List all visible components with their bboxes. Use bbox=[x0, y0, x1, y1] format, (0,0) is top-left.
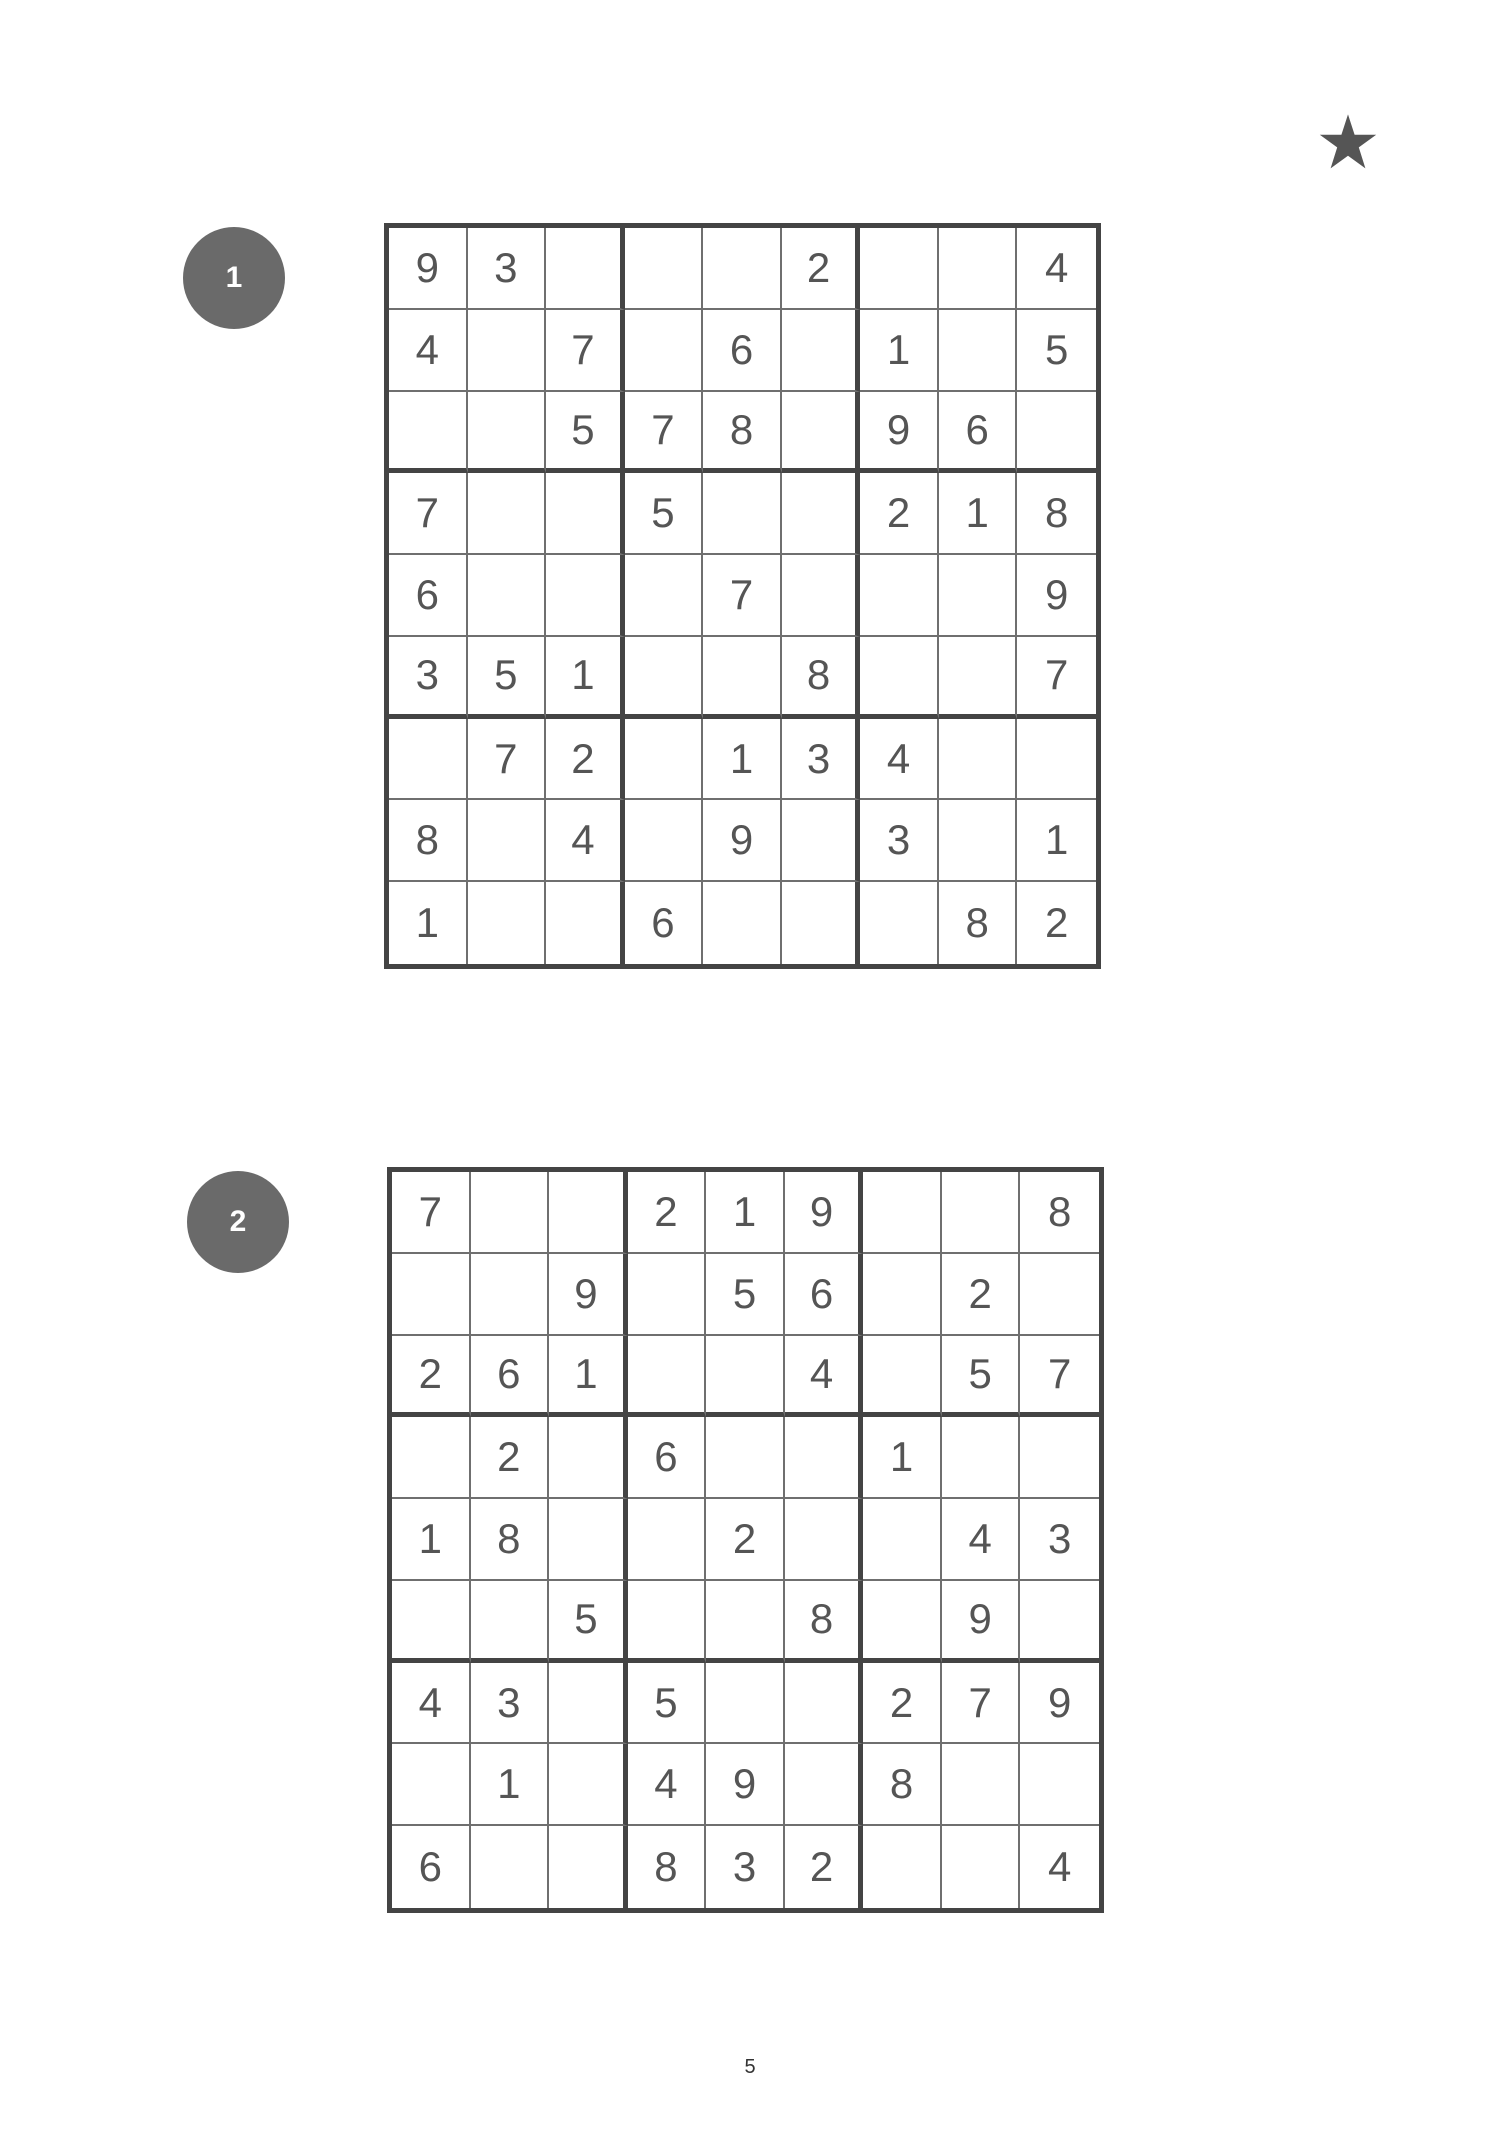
sudoku-cell[interactable] bbox=[782, 882, 861, 964]
sudoku-cell[interactable]: 7 bbox=[389, 473, 468, 555]
sudoku-cell[interactable]: 9 bbox=[860, 392, 939, 474]
sudoku-cell[interactable] bbox=[1020, 1744, 1099, 1826]
sudoku-cell[interactable] bbox=[863, 1336, 942, 1418]
sudoku-cell[interactable]: 2 bbox=[706, 1499, 785, 1581]
sudoku-cell[interactable] bbox=[782, 473, 861, 555]
sudoku-cell[interactable] bbox=[546, 228, 625, 310]
sudoku-cell[interactable]: 1 bbox=[863, 1417, 942, 1499]
sudoku-cell[interactable] bbox=[628, 1499, 707, 1581]
sudoku-cell[interactable] bbox=[546, 882, 625, 964]
sudoku-cell[interactable]: 3 bbox=[468, 228, 547, 310]
sudoku-cell[interactable] bbox=[785, 1499, 864, 1581]
sudoku-cell[interactable]: 5 bbox=[549, 1581, 628, 1663]
sudoku-cell[interactable]: 5 bbox=[1017, 310, 1096, 392]
sudoku-cell[interactable] bbox=[628, 1336, 707, 1418]
sudoku-cell[interactable]: 8 bbox=[782, 637, 861, 719]
sudoku-cell[interactable] bbox=[942, 1826, 1021, 1908]
sudoku-cell[interactable]: 9 bbox=[785, 1172, 864, 1254]
sudoku-cell[interactable] bbox=[625, 800, 704, 882]
sudoku-cell[interactable]: 6 bbox=[785, 1254, 864, 1336]
sudoku-cell[interactable] bbox=[706, 1336, 785, 1418]
sudoku-cell[interactable] bbox=[549, 1417, 628, 1499]
sudoku-cell[interactable] bbox=[625, 719, 704, 801]
sudoku-cell[interactable] bbox=[782, 800, 861, 882]
sudoku-cell[interactable] bbox=[1020, 1254, 1099, 1336]
sudoku-cell[interactable] bbox=[628, 1581, 707, 1663]
sudoku-cell[interactable] bbox=[863, 1581, 942, 1663]
sudoku-cell[interactable] bbox=[468, 882, 547, 964]
sudoku-cell[interactable] bbox=[863, 1826, 942, 1908]
sudoku-cell[interactable]: 5 bbox=[625, 473, 704, 555]
sudoku-cell[interactable] bbox=[468, 800, 547, 882]
sudoku-cell[interactable] bbox=[860, 555, 939, 637]
sudoku-cell[interactable] bbox=[468, 310, 547, 392]
sudoku-cell[interactable]: 5 bbox=[546, 392, 625, 474]
sudoku-cell[interactable] bbox=[625, 637, 704, 719]
sudoku-cell[interactable]: 1 bbox=[392, 1499, 471, 1581]
sudoku-cell[interactable]: 4 bbox=[1048, 1843, 1072, 1891]
sudoku-cell[interactable] bbox=[549, 1499, 628, 1581]
sudoku-cell[interactable]: 6 bbox=[392, 1826, 471, 1908]
sudoku-cell[interactable] bbox=[785, 1663, 864, 1745]
sudoku-cell[interactable] bbox=[625, 310, 704, 392]
puzzle-number-badge: 1 bbox=[183, 227, 285, 329]
sudoku-cell[interactable] bbox=[939, 228, 1018, 310]
sudoku-cell[interactable] bbox=[863, 1499, 942, 1581]
sudoku-cell[interactable]: 6 bbox=[628, 1417, 707, 1499]
sudoku-cell[interactable] bbox=[468, 392, 547, 474]
sudoku-cell[interactable]: 5 bbox=[706, 1254, 785, 1336]
sudoku-cell[interactable]: 6 bbox=[939, 392, 1018, 474]
sudoku-cell[interactable]: 4 bbox=[628, 1744, 707, 1826]
sudoku-cell[interactable] bbox=[785, 1744, 864, 1826]
sudoku-cell[interactable] bbox=[942, 1744, 1021, 1826]
sudoku-cell[interactable] bbox=[468, 473, 547, 555]
sudoku-cell[interactable] bbox=[863, 1254, 942, 1336]
star-icon bbox=[1318, 112, 1378, 172]
sudoku-cell[interactable]: 7 bbox=[468, 719, 547, 801]
sudoku-cell[interactable] bbox=[468, 555, 547, 637]
sudoku-cell[interactable] bbox=[863, 1172, 942, 1254]
sudoku-cell[interactable] bbox=[625, 228, 704, 310]
sudoku-cell[interactable] bbox=[549, 1826, 628, 1908]
sudoku-cell[interactable] bbox=[625, 555, 704, 637]
sudoku-cell[interactable]: 8 bbox=[389, 800, 468, 882]
sudoku-grid bbox=[387, 1167, 1104, 1913]
sudoku-cell[interactable] bbox=[392, 1417, 471, 1499]
sudoku-cell[interactable]: 9 bbox=[703, 800, 782, 882]
sudoku-cell[interactable]: 9 bbox=[549, 1254, 628, 1336]
sudoku-cell[interactable] bbox=[628, 1254, 707, 1336]
sudoku-cell[interactable] bbox=[389, 719, 468, 801]
sudoku-cell[interactable]: 1 bbox=[860, 310, 939, 392]
sudoku-cell[interactable]: 4 bbox=[785, 1336, 864, 1418]
sudoku-cell[interactable]: 8 bbox=[939, 882, 1018, 964]
sudoku-cell[interactable] bbox=[392, 1581, 471, 1663]
sudoku-cell[interactable]: 3 bbox=[860, 800, 939, 882]
sudoku-cell[interactable]: 7 bbox=[625, 392, 704, 474]
sudoku-cell[interactable] bbox=[782, 392, 861, 474]
sudoku-cell[interactable]: 3 bbox=[706, 1826, 785, 1908]
sudoku-cell[interactable]: 3 bbox=[389, 637, 468, 719]
sudoku-cell[interactable]: 1 bbox=[706, 1172, 785, 1254]
sudoku-cell[interactable]: 2 bbox=[471, 1417, 550, 1499]
sudoku-cell[interactable]: 4 bbox=[942, 1499, 1021, 1581]
sudoku-cell[interactable]: 7 bbox=[942, 1663, 1021, 1745]
sudoku-cell[interactable]: 9 bbox=[1017, 555, 1096, 637]
sudoku-cell[interactable] bbox=[942, 1172, 1021, 1254]
sudoku-cell[interactable]: 4 bbox=[860, 719, 939, 801]
sudoku-cell[interactable] bbox=[549, 1172, 628, 1254]
sudoku-cell[interactable] bbox=[546, 555, 625, 637]
puzzle-number-badge: 2 bbox=[187, 1171, 289, 1273]
sudoku-cell[interactable] bbox=[706, 1581, 785, 1663]
sudoku-cell[interactable]: 1 bbox=[471, 1744, 550, 1826]
sudoku-cell[interactable]: 2 bbox=[1045, 899, 1069, 947]
sudoku-cell[interactable]: 6 bbox=[471, 1336, 550, 1418]
sudoku-cell[interactable] bbox=[939, 555, 1018, 637]
sudoku-cell[interactable]: 1 bbox=[389, 882, 468, 964]
sudoku-cell[interactable] bbox=[860, 637, 939, 719]
sudoku-cell[interactable]: 2 bbox=[392, 1336, 471, 1418]
sudoku-cell[interactable] bbox=[939, 719, 1018, 801]
sudoku-cell[interactable] bbox=[549, 1663, 628, 1745]
sudoku-cell[interactable]: 8 bbox=[785, 1581, 864, 1663]
sudoku-cell[interactable] bbox=[471, 1826, 550, 1908]
sudoku-cell[interactable] bbox=[703, 882, 782, 964]
sudoku-cell[interactable] bbox=[706, 1663, 785, 1745]
sudoku-cell[interactable]: 3 bbox=[1020, 1499, 1099, 1581]
sudoku-cell[interactable]: 5 bbox=[468, 637, 547, 719]
sudoku-cell[interactable] bbox=[703, 637, 782, 719]
sudoku-cell[interactable]: 2 bbox=[546, 719, 625, 801]
sudoku-cell[interactable]: 4 bbox=[546, 800, 625, 882]
sudoku-cell[interactable] bbox=[860, 228, 939, 310]
sudoku-cell[interactable]: 3 bbox=[471, 1663, 550, 1745]
sudoku-cell[interactable] bbox=[939, 637, 1018, 719]
sudoku-cell[interactable] bbox=[549, 1744, 628, 1826]
sudoku-cell[interactable] bbox=[782, 555, 861, 637]
sudoku-cell[interactable]: 7 bbox=[546, 310, 625, 392]
sudoku-cell[interactable]: 6 bbox=[703, 310, 782, 392]
sudoku-cell[interactable]: 4 bbox=[389, 310, 468, 392]
sudoku-cell[interactable]: 8 bbox=[863, 1744, 942, 1826]
sudoku-cell[interactable] bbox=[942, 1417, 1021, 1499]
sudoku-cell[interactable] bbox=[1017, 392, 1096, 474]
sudoku-cell[interactable]: 5 bbox=[942, 1336, 1021, 1418]
sudoku-cell[interactable]: 1 bbox=[549, 1336, 628, 1418]
sudoku-cell[interactable] bbox=[939, 310, 1018, 392]
sudoku-cell[interactable] bbox=[860, 882, 939, 964]
sudoku-cell[interactable]: 9 bbox=[706, 1744, 785, 1826]
sudoku-cell[interactable] bbox=[703, 228, 782, 310]
sudoku-cell[interactable] bbox=[939, 800, 1018, 882]
sudoku-cell[interactable] bbox=[1020, 1581, 1099, 1663]
sudoku-cell[interactable]: 9 bbox=[942, 1581, 1021, 1663]
sudoku-cell[interactable]: 2 bbox=[863, 1663, 942, 1745]
sudoku-grid bbox=[384, 223, 1101, 969]
sudoku-cell[interactable]: 4 bbox=[1017, 228, 1096, 310]
sudoku-cell[interactable]: 2 bbox=[628, 1172, 707, 1254]
sudoku-cell[interactable]: 3 bbox=[782, 719, 861, 801]
sudoku-cell[interactable]: 1 bbox=[939, 473, 1018, 555]
sudoku-cell[interactable]: 2 bbox=[782, 228, 861, 310]
sudoku-cell[interactable] bbox=[782, 310, 861, 392]
sudoku-cell[interactable] bbox=[1020, 1417, 1099, 1499]
sudoku-cell[interactable]: 4 bbox=[392, 1663, 471, 1745]
sudoku-cell[interactable] bbox=[471, 1254, 550, 1336]
sudoku-cell[interactable]: 8 bbox=[628, 1826, 707, 1908]
sudoku-cell[interactable]: 9 bbox=[389, 228, 468, 310]
sudoku-cell[interactable]: 8 bbox=[1017, 473, 1096, 555]
sudoku-cell[interactable] bbox=[389, 392, 468, 474]
sudoku-cell[interactable] bbox=[546, 473, 625, 555]
sudoku-cell[interactable] bbox=[703, 473, 782, 555]
sudoku-cell[interactable] bbox=[392, 1254, 471, 1336]
sudoku-cell[interactable] bbox=[706, 1417, 785, 1499]
sudoku-cell[interactable] bbox=[1017, 719, 1096, 801]
sudoku-cell[interactable]: 5 bbox=[628, 1663, 707, 1745]
sudoku-cell[interactable]: 7 bbox=[1020, 1336, 1099, 1418]
sudoku-cell[interactable]: 1 bbox=[703, 719, 782, 801]
sudoku-cell[interactable]: 7 bbox=[392, 1172, 471, 1254]
sudoku-cell[interactable] bbox=[471, 1172, 550, 1254]
sudoku-cell[interactable]: 2 bbox=[860, 473, 939, 555]
sudoku-cell[interactable]: 1 bbox=[1017, 800, 1096, 882]
sudoku-cell[interactable]: 2 bbox=[942, 1254, 1021, 1336]
sudoku-cell[interactable]: 7 bbox=[1017, 637, 1096, 719]
sudoku-cell[interactable]: 9 bbox=[1020, 1663, 1099, 1745]
sudoku-cell[interactable] bbox=[392, 1744, 471, 1826]
sudoku-cell[interactable]: 2 bbox=[785, 1826, 864, 1908]
sudoku-cell[interactable]: 8 bbox=[471, 1499, 550, 1581]
sudoku-cell[interactable]: 7 bbox=[703, 555, 782, 637]
sudoku-cell[interactable]: 8 bbox=[703, 392, 782, 474]
page-number: 5 bbox=[744, 2056, 756, 2078]
sudoku-cell[interactable]: 6 bbox=[625, 882, 704, 964]
sudoku-cell[interactable] bbox=[471, 1581, 550, 1663]
sudoku-cell[interactable] bbox=[785, 1417, 864, 1499]
sudoku-cell[interactable]: 6 bbox=[389, 555, 468, 637]
sudoku-cell[interactable]: 1 bbox=[546, 637, 625, 719]
sudoku-cell[interactable]: 8 bbox=[1020, 1172, 1099, 1254]
